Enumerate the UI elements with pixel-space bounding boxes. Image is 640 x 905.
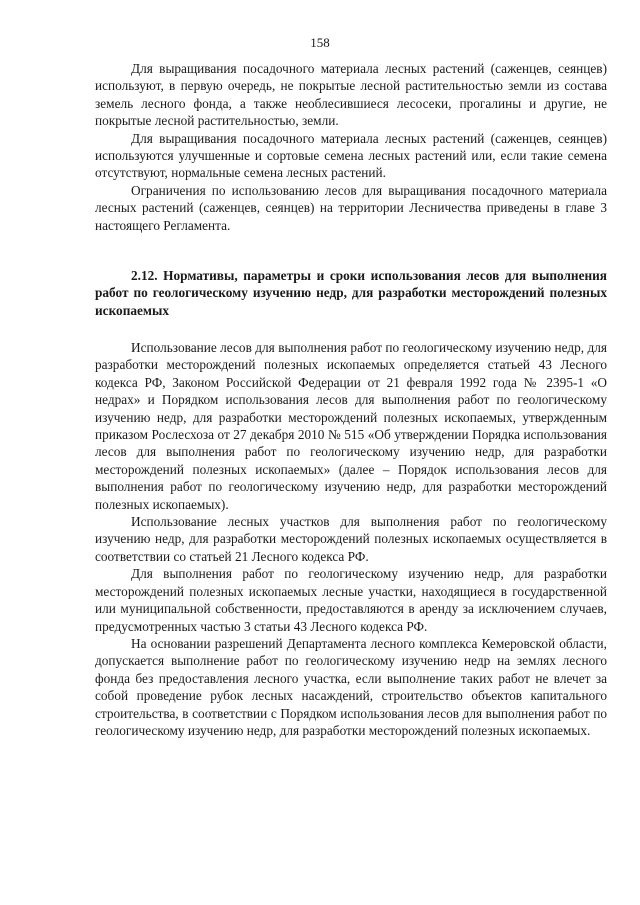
paragraph: Для выполнения работ по геологическому изучению недр, для разработки месторождений полезных ископаемых лесные участки, находящиеся в государственной или муниципальной собственности, предоставляются в аренду за исключением случаев, предусмотренных частью 3 статьи 43 Лесного кодекса РФ. bbox=[95, 566, 607, 634]
text-block-top bbox=[95, 60, 607, 234]
paragraph: Использование лесных участков для выполнения работ по геологическому изучению недр, для разработки месторождений полезных ископаемых осуществляется в соответствии со статьей 21 Лесного кодекса РФ. bbox=[95, 514, 607, 564]
text-block-bottom bbox=[95, 339, 607, 739]
page-number: 158 bbox=[310, 35, 330, 50]
paragraph: Ограничения по использованию лесов для выращивания посадочного материала лесных растений (саженцев, сеянцев) на территории Лесничества приведены в главе 3 настоящего Регламента. bbox=[95, 182, 607, 233]
section-heading: 2.12. Нормативы, параметры и сроки использования лесов для выполнения работ по геологическому изучению недр, для разработки месторождений полезных ископаемых bbox=[95, 268, 607, 318]
paragraph: Использование лесов для выполнения работ по геологическому изучению недр, для разработки месторождений полезных ископаемых определяется статьей 43 Лесного кодекса РФ, Законом Российской Федерации от 21 февраля 1992 года № 2395-1 «О недрах» и Порядком использования лесов для выполнения работ по геологическому изучению недр, для разработки месторождений полезных ископаемых, утвержденным приказом Рослесхоза от 27 декабря 2010 № 515 «Об утверждении Порядка использования лесов для выполнения работ по геологическому изучению недр, для разработки месторождений полезных ископаемых» (далее – Порядок использования лесов для выполнения работ по геологическому изучению недр, для разработки месторождений полезных ископаемых). bbox=[95, 340, 607, 512]
paragraph: Для выращивания посадочного материала лесных растений (саженцев, сеянцев) используют, в первую очередь, не покрытые лесной растительностью земли из состава земель лесного фонда, а также необлесившиеся лесосеки, прогалины и другие, не покрытые лесной растительностью, земли. bbox=[95, 61, 607, 129]
paragraph: На основании разрешений Департамента лесного комплекса Кемеровской области, допускается выполнение работ по геологическому изучению недр на землях лесного фонда без предоставления лесного участка, если выполнение таких работ не влечет за собой проведение рубок лесных насаждений, строительство объектов капитального строительства, в соответствии с Порядком использования лесов для выполнения работ по геологическому изучению недр, для разработки месторождений полезных ископаемых. bbox=[95, 635, 607, 738]
paragraph: Для выращивания посадочного материала лесных растений (саженцев, сеянцев) используются улучшенные и сортовые семена лесных растений или, если такие семена отсутствуют, нормальные семена лесных растений. bbox=[95, 130, 607, 181]
